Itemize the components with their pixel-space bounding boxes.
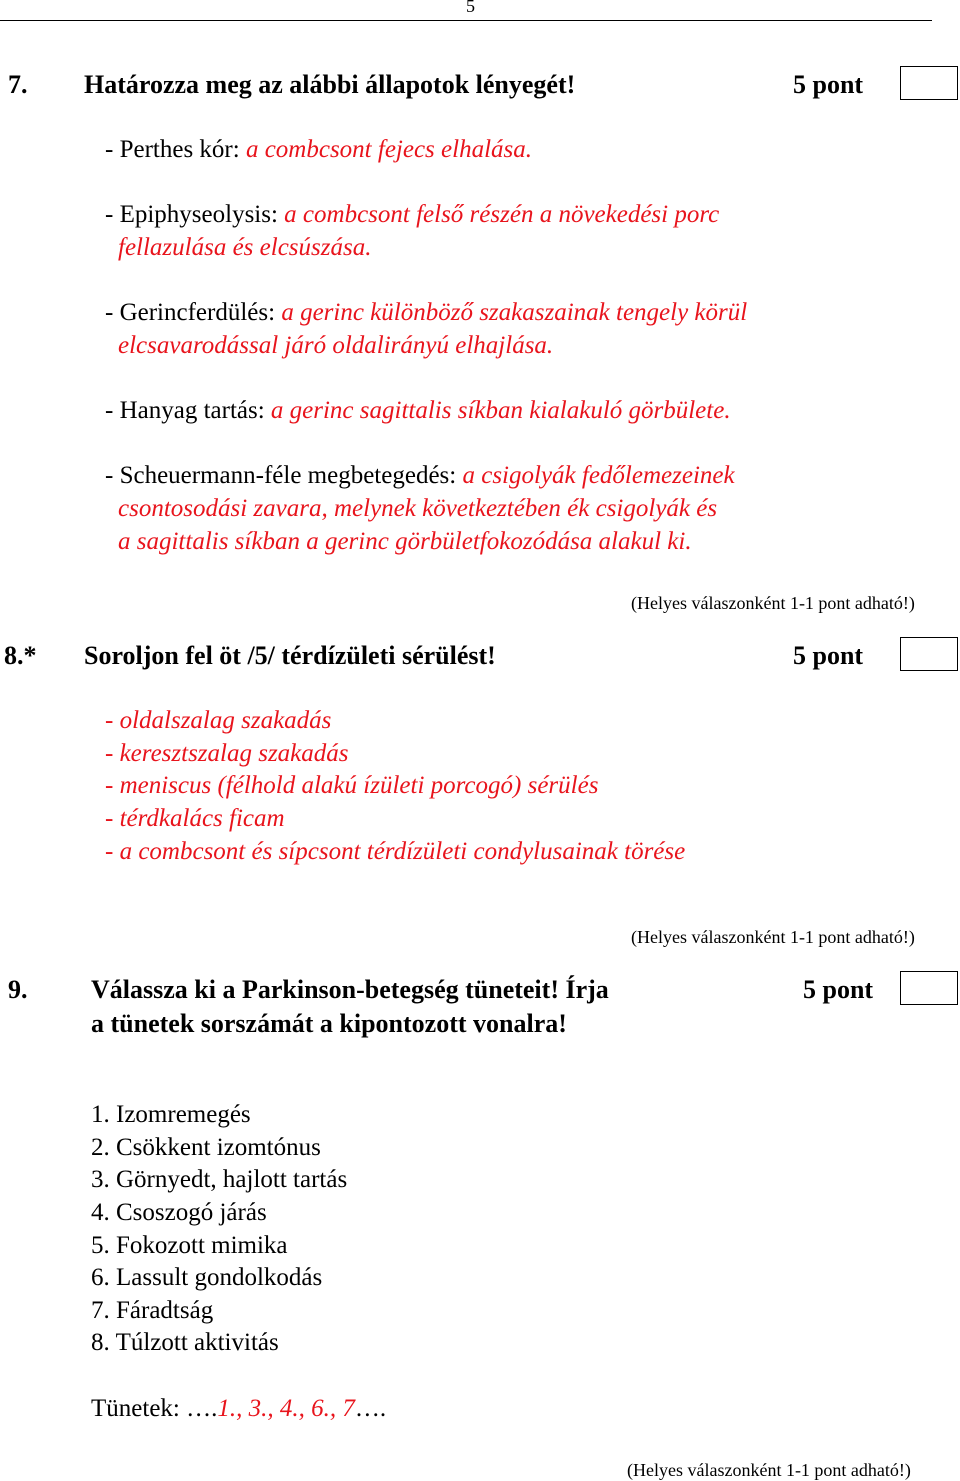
q7-title: Határozza meg az alábbi állapotok lényegét! <box>84 70 576 99</box>
page-number: 5 <box>466 0 475 16</box>
q8-title: Soroljon fel öt /5/ térdízületi sérülést! <box>84 641 496 670</box>
option-number: 5. <box>91 1232 110 1259</box>
option-number: 2. <box>91 1134 110 1161</box>
item-label: - Hanyag tartás: <box>105 397 271 424</box>
q9-scoring-note: (Helyes válaszonként 1-1 pont adható!) <box>627 1460 911 1480</box>
q8-answer-4: - térdkalács ficam <box>105 805 285 832</box>
q9-points: 5 pont <box>803 975 874 1004</box>
item-answer: a combcsont felső részén a növekedési porc <box>284 201 720 228</box>
option-text: Túlzott aktivitás <box>115 1329 279 1356</box>
q9-option <box>91 1134 321 1162</box>
q7-item-epiphyseolysis <box>105 201 719 229</box>
header-rule <box>0 20 932 21</box>
answer-dots-post: …. <box>354 1395 387 1422</box>
answer-dots-pre: …. <box>186 1395 218 1422</box>
q7-points: 5 pont <box>793 70 864 99</box>
option-number: 6. <box>91 1264 110 1291</box>
q9-option <box>91 1329 279 1357</box>
q9-option <box>91 1166 347 1194</box>
item-label: - Scheuermann-féle megbetegedés: <box>105 462 463 489</box>
q9-option <box>91 1199 267 1227</box>
option-text: Izomremegés <box>116 1101 251 1128</box>
item-answer: a gerinc különböző szakaszainak tengely körül <box>281 299 748 326</box>
q8-answer-2: - keresztszalag szakadás <box>105 740 349 767</box>
q7-item-scheuermann <box>105 462 735 490</box>
q8-answer-1: - oldalszalag szakadás <box>105 707 332 734</box>
option-number: 7. <box>91 1297 110 1324</box>
q7-item-gerincferdules-cont: elcsavarodással járó oldalirányú elhajlása. <box>118 332 554 359</box>
q9-option <box>91 1297 213 1325</box>
option-text: Fáradtság <box>116 1297 214 1324</box>
q9-answer-line <box>91 1395 386 1423</box>
option-text: Fokozott mimika <box>116 1232 288 1259</box>
option-number: 4. <box>91 1199 110 1226</box>
q8-number: 8.* <box>4 641 37 670</box>
q7-item-scheuermann-cont: csontosodási zavara, melynek következtében ék csigolyák és <box>118 495 718 522</box>
answer-value: 1., 3., 4., 6., 7 <box>217 1395 355 1422</box>
q9-number: 9. <box>8 975 28 1004</box>
q9-option <box>91 1264 322 1292</box>
q9-title-line1: Válassza ki a Parkinson-betegség tüneteit! Írja <box>91 975 609 1004</box>
q7-item-perthes <box>105 136 532 164</box>
option-text: Görnyedt, hajlott tartás <box>116 1166 348 1193</box>
option-number: 1. <box>91 1101 110 1128</box>
q8-points: 5 pont <box>793 641 864 670</box>
q8-scoring-note: (Helyes válaszonként 1-1 pont adható!) <box>631 927 915 947</box>
item-answer: a gerinc sagittalis síkban kialakuló görbülete. <box>270 397 731 424</box>
q9-title-line2: a tünetek sorszámát a kipontozott vonalra! <box>91 1009 567 1038</box>
q8-answer-5: - a combcsont és sípcsont térdízületi condylusainak törése <box>105 838 686 865</box>
item-label: - Perthes kór: <box>105 136 246 163</box>
q9-option <box>91 1101 251 1129</box>
q7-item-hanyag-tartas <box>105 397 731 425</box>
q7-score-box[interactable] <box>900 66 958 100</box>
q7-item-scheuermann-cont2: a sagittalis síkban a gerinc görbületfokozódása alakul ki. <box>118 528 692 555</box>
item-answer: a combcsont fejecs elhalása. <box>245 136 533 163</box>
option-text: Csoszogó járás <box>116 1199 267 1226</box>
item-label: - Gerincferdülés: <box>105 299 282 326</box>
q7-item-epiphyseolysis-cont: fellazulása és elcsúszása. <box>118 234 372 261</box>
q8-answer-3: - meniscus (félhold alakú ízületi porcogó) sérülés <box>105 772 599 799</box>
q7-number: 7. <box>8 70 28 99</box>
q9-score-box[interactable] <box>900 971 958 1005</box>
option-text: Lassult gondolkodás <box>116 1264 323 1291</box>
q8-score-box[interactable] <box>900 637 958 671</box>
option-number: 3. <box>91 1166 110 1193</box>
option-number: 8. <box>91 1329 110 1356</box>
q7-scoring-note: (Helyes válaszonként 1-1 pont adható!) <box>631 593 915 613</box>
item-label: - Epiphyseolysis: <box>105 201 285 228</box>
item-answer: a csigolyák fedőlemezeinek <box>462 462 735 489</box>
q9-option <box>91 1232 288 1260</box>
answer-label: Tünetek: <box>91 1395 187 1422</box>
option-text: Csökkent izomtónus <box>116 1134 321 1161</box>
q7-item-gerincferdules <box>105 299 747 327</box>
